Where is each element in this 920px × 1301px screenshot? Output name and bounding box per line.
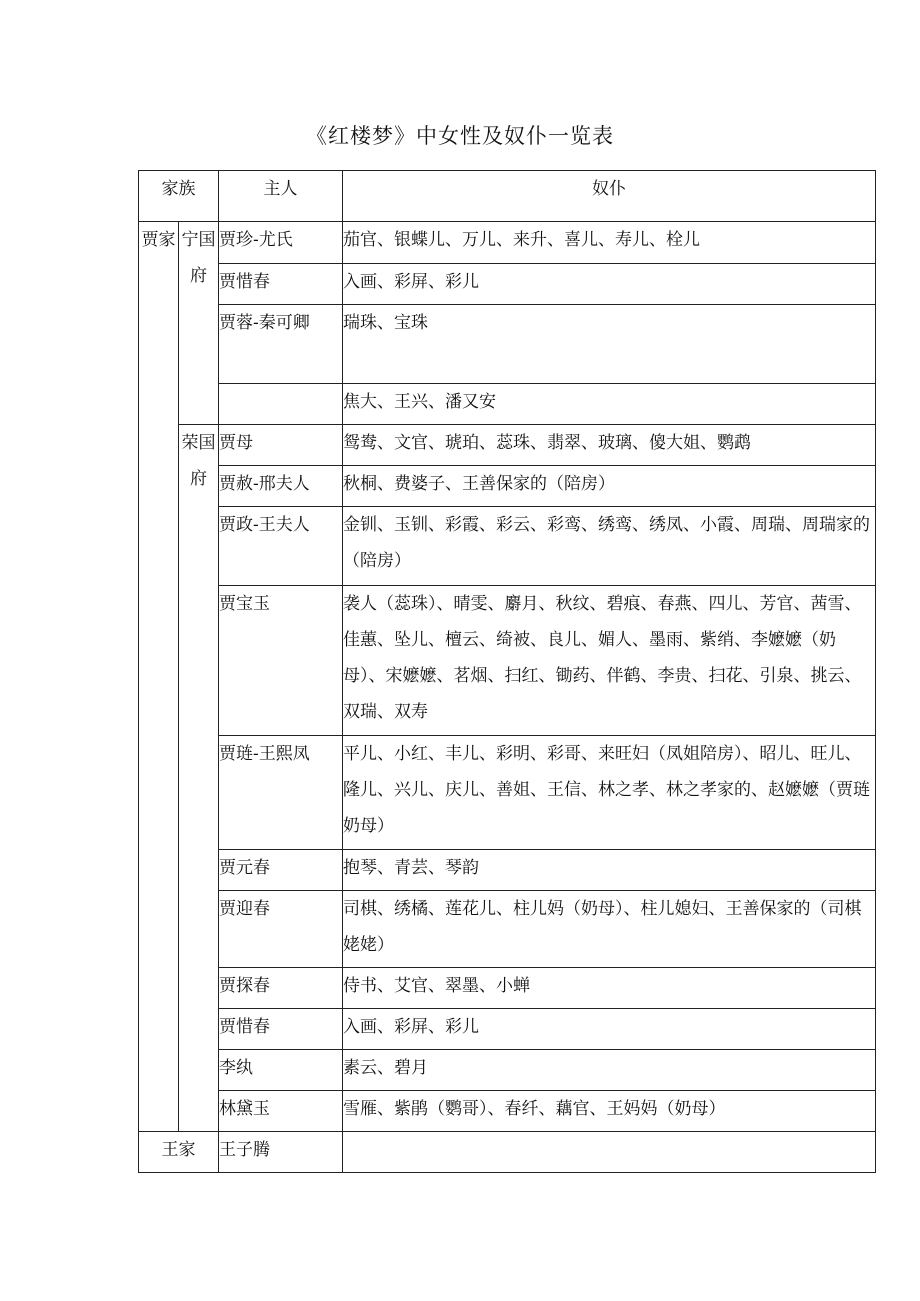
servants-cell: 平儿、小红、丰儿、彩明、彩哥、来旺妇（凤姐陪房）、昭儿、旺儿、隆儿、兴儿、庆儿、善姐、王信、林之孝、林之孝家的、赵嬷嬷（贾琏奶母） — [343, 736, 876, 850]
master-cell: 贾惜春 — [219, 1009, 343, 1050]
table-row — [139, 968, 876, 1009]
master-cell: 贾元春 — [219, 850, 343, 891]
servants-cell: 焦大、王兴、潘又安 — [343, 384, 876, 425]
family-wang: 王家 — [139, 1132, 219, 1173]
family-jia: 贾家 — [139, 222, 179, 1132]
master-cell: 林黛玉 — [219, 1091, 343, 1132]
servants-cell: 司棋、绣橘、莲花儿、柱儿妈（奶母）、柱儿媳妇、王善保家的（司棋姥姥） — [343, 891, 876, 968]
master-cell: 贾政-王夫人 — [219, 507, 343, 586]
servants-cell: 袭人（蕊珠）、晴雯、麝月、秋纹、碧痕、春燕、四儿、芳官、茜雪、佳蕙、坠儿、檀云、绮被、良儿、媚人、墨雨、紫绡、李嬷嬷（奶母）、宋嬷嬷、茗烟、扫红、锄药、伴鹤、李贵、扫花、引泉、挑云、双瑞、双寿 — [343, 586, 876, 736]
table-row — [139, 222, 876, 264]
servants-cell: 金钏、玉钏、彩霞、彩云、彩鸾、绣鸾、绣凤、小霞、周瑞、周瑞家的（陪房） — [343, 507, 876, 586]
master-cell — [219, 384, 343, 425]
table-row — [139, 1132, 876, 1173]
table-row — [139, 586, 876, 736]
table-row — [139, 507, 876, 586]
servants-cell: 瑞珠、宝珠 — [343, 305, 876, 384]
branch-rongguo: 荣国府 — [179, 425, 219, 1132]
table-row — [139, 1091, 876, 1132]
master-cell: 贾母 — [219, 425, 343, 466]
table-row — [139, 466, 876, 507]
table-row — [139, 850, 876, 891]
servants-cell — [343, 1132, 876, 1173]
master-cell: 贾迎春 — [219, 891, 343, 968]
table-row — [139, 384, 876, 425]
master-cell: 贾琏-王熙凤 — [219, 736, 343, 850]
master-cell: 李纨 — [219, 1050, 343, 1091]
table-row — [139, 305, 876, 384]
servants-cell: 素云、碧月 — [343, 1050, 876, 1091]
servants-cell: 秋桐、费婆子、王善保家的（陪房） — [343, 466, 876, 507]
table-row — [139, 736, 876, 850]
table-row — [139, 891, 876, 968]
master-cell: 贾蓉-秦可卿 — [219, 305, 343, 384]
servants-cell: 侍书、艾官、翠墨、小蝉 — [343, 968, 876, 1009]
master-cell: 贾探春 — [219, 968, 343, 1009]
servants-cell: 入画、彩屏、彩儿 — [343, 264, 876, 305]
page-title: 《红楼梦》中女性及奴仆一览表 — [306, 124, 614, 148]
servants-cell: 入画、彩屏、彩儿 — [343, 1009, 876, 1050]
header-master: 主人 — [219, 171, 343, 222]
servants-cell: 抱琴、青芸、琴韵 — [343, 850, 876, 891]
table-row — [139, 264, 876, 305]
servants-cell: 雪雁、紫鹃（鹦哥）、春纤、藕官、王妈妈（奶母） — [343, 1091, 876, 1132]
table-row — [139, 425, 876, 466]
servants-cell: 茄官、银蝶儿、万儿、来升、喜儿、寿儿、栓儿 — [343, 222, 876, 264]
master-cell: 贾宝玉 — [219, 586, 343, 736]
branch-ningguo: 宁国府 — [179, 222, 219, 425]
header-row — [139, 171, 876, 222]
master-cell: 贾赦-邢夫人 — [219, 466, 343, 507]
header-servants: 奴仆 — [343, 171, 876, 222]
master-cell: 贾珍-尤氏 — [219, 222, 343, 264]
master-cell: 王子腾 — [219, 1132, 343, 1173]
table-row — [139, 1009, 876, 1050]
servant-table — [138, 170, 876, 1173]
table-row — [139, 1050, 876, 1091]
header-family: 家族 — [139, 171, 219, 222]
master-cell: 贾惜春 — [219, 264, 343, 305]
servants-cell: 鸳鸯、文官、琥珀、蕊珠、翡翠、玻璃、傻大姐、鹦鹉 — [343, 425, 876, 466]
